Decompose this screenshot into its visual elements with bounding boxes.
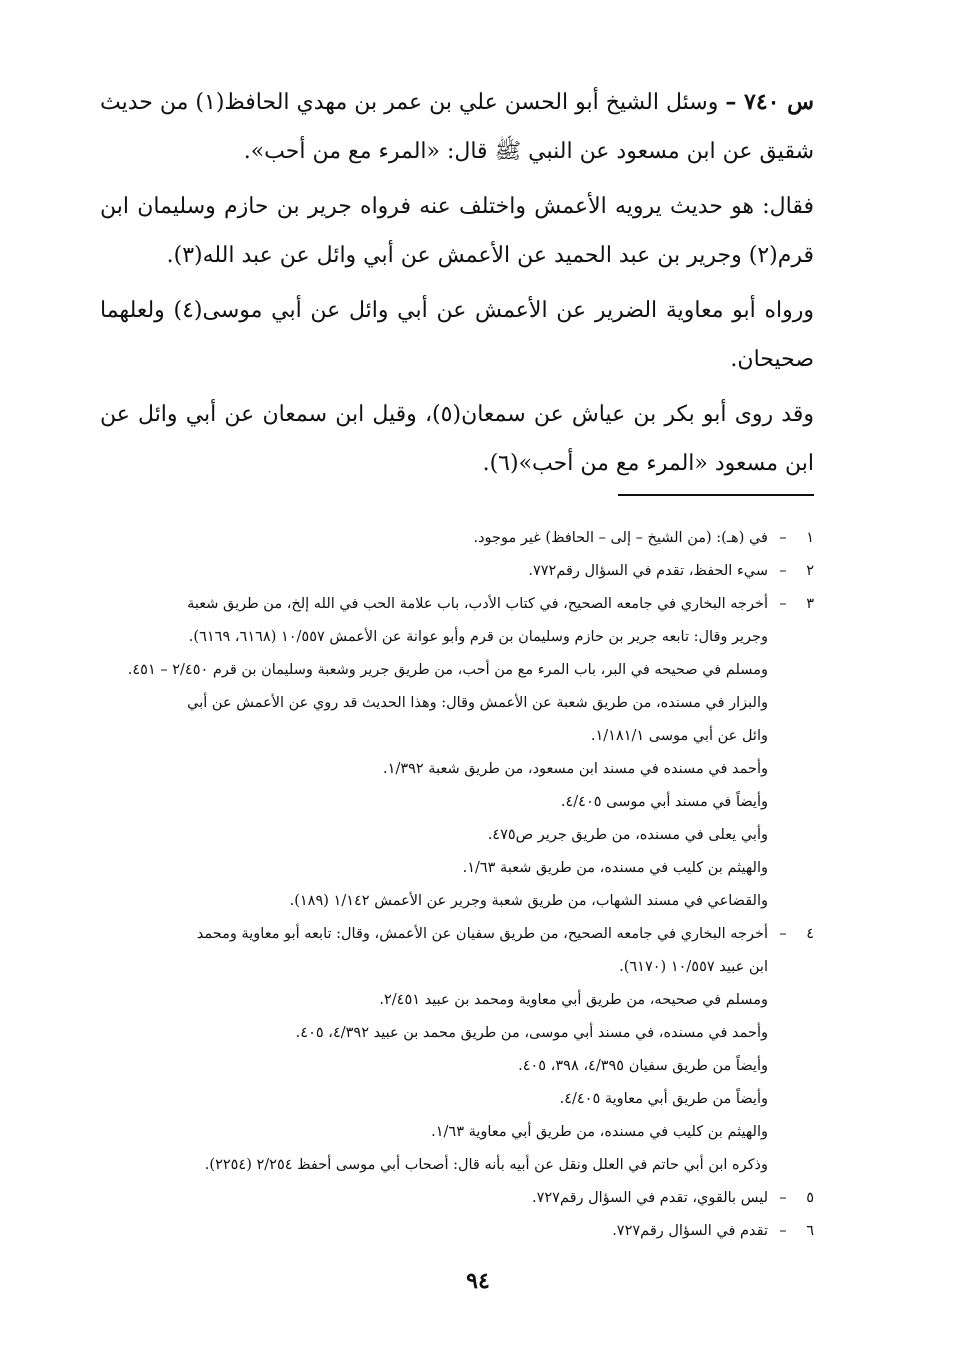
footnote-line: ومسلم في صحيحه في البر، باب المرء مع من أحب، من طريق جرير وشعبة وسليمان بن قرم ٢/٤٥٠ – ٤٥١. <box>127 662 768 678</box>
footnote-number: ٦ <box>806 1223 814 1239</box>
paragraph-question <box>100 78 814 176</box>
footnote-line: والبزار في مسنده، من طريق شعبة عن الأعمش وقال: وهذا الحديث قد روي عن الأعمش عن أبي <box>187 695 768 711</box>
footnote-text <box>104 918 768 1182</box>
footnote-line: وجرير وقال: تابعه جرير بن حازم وسليمان بن قرم وأبو عوانة عن الأعمش ١٠/٥٥٧ (٦١٦٨، ٦١٦٩). <box>188 629 768 645</box>
footnote-line: في (هـ): (من الشيخ – إلى – الحافظ) غير موجود. <box>473 530 768 546</box>
page-number: ٩٤ <box>466 1268 490 1294</box>
footnote-dash: – <box>779 563 787 579</box>
footnote-number: ٢ <box>806 563 814 579</box>
footnote-line: والهيثم بن كليب في مسنده، من طريق شعبة ١/٦٣. <box>462 860 768 876</box>
footnote-text <box>104 522 768 555</box>
paragraph-abu-muawiya: ورواه أبو معاوية الضرير عن الأعمش عن أبي وائل عن أبي موسى(٤) ولعلهما صحيحان. <box>100 298 814 372</box>
footnote-number: ٥ <box>806 1190 814 1206</box>
footnote-number: ٣ <box>806 596 814 612</box>
footnote <box>104 1182 814 1215</box>
footnote <box>104 555 814 588</box>
footnote-line: وأيضاً في مسند أبي موسى ٤/٤٠٥. <box>560 794 768 810</box>
footnote-line: ابن عبيد ١٠/٥٥٧ (٦١٧٠). <box>619 959 768 975</box>
footnote-line: وائل عن أبي موسى ١/١٨١/١. <box>590 728 768 744</box>
paragraph-answer: فقال: هو حديث يرويه الأعمش واختلف عنه فرواه جرير بن حازم وسليمان ابن قرم(٢) وجرير بن عبد الحميد عن الأعمش عن أبي وائل عن عبد الله(٣). <box>100 194 814 268</box>
footnote-divider <box>618 494 814 496</box>
footnote <box>104 1215 814 1248</box>
footnote <box>104 522 814 555</box>
footnote-line: وذكره ابن أبي حاتم في العلل ونقل عن أبيه بأنه قال: أصحاب أبي موسى أحفظ ٢/٢٥٤ (٢٢٥٤). <box>204 1157 768 1173</box>
footnote-line: ليس بالقوي، تقدم في السؤال رقم٧٢٧. <box>531 1190 768 1206</box>
footnote-dash: – <box>779 1223 787 1239</box>
footnote-text <box>104 555 768 588</box>
footnote-dash: – <box>779 596 787 612</box>
footnote-line: أخرجه البخاري في جامعه الصحيح، في كتاب الأدب، باب علامة الحب في الله إلخ، من طريق شعبة <box>187 596 768 612</box>
footnote-dash: – <box>779 1190 787 1206</box>
footnote-dash: – <box>779 530 787 546</box>
footnote-line: وأحمد في مسنده، في مسند أبي موسى، من طريق محمد بن عبيد ٤/٣٩٢، ٤٠٥. <box>295 1025 768 1041</box>
footnote-number: ٤ <box>806 926 814 942</box>
question-number: س ٧٤٠ – <box>725 89 815 115</box>
main-text <box>100 78 814 494</box>
footnote-number: ١ <box>806 530 814 546</box>
footnote-text <box>104 588 768 918</box>
footnote <box>104 918 814 1182</box>
footnote <box>104 588 814 918</box>
footnote-line: سيء الحفظ، تقدم في السؤال رقم٧٧٢. <box>528 563 768 579</box>
footnote-line: ومسلم في صحيحه، من طريق أبي معاوية ومحمد بن عبيد ٢/٤٥١. <box>379 992 768 1008</box>
footnote-line: وأيضاً من طريق أبي معاوية ٤/٤٠٥. <box>559 1091 768 1107</box>
footnote-line: والقضاعي في مسند الشهاب، من طريق شعبة وجرير عن الأعمش ١/١٤٢ (١٨٩). <box>289 893 768 909</box>
footnote-line: والهيثم بن كليب في مسنده، من طريق أبي معاوية ١/٦٣. <box>431 1124 768 1140</box>
paragraph-ibn-sam-an: وقد روى أبو بكر بن عياش عن سمعان(٥)، وقيل ابن سمعان عن أبي وائل عن ابن مسعود «المرء مع من أحب»(٦). <box>100 402 814 476</box>
paragraph-text: وسئل الشيخ أبو الحسن علي بن عمر بن مهدي الحافظ(١) من حديث شقيق عن ابن مسعود عن النبي ﷺ قال: «المرء مع من أحب». <box>100 90 814 164</box>
footnote-text <box>104 1182 768 1215</box>
footnote-line: وأيضاً من طريق سفيان ٤/٣٩٥، ٣٩٨، ٤٠٥. <box>518 1058 768 1074</box>
footnote-line: وأبي يعلى في مسنده، من طريق جرير ص٤٧٥. <box>487 827 768 843</box>
footnote-dash: – <box>779 926 787 942</box>
footnote-line: تقدم في السؤال رقم٧٢٧. <box>612 1223 768 1239</box>
footnote-text <box>104 1215 768 1248</box>
footnote-line: أخرجه البخاري في جامعه الصحيح، من طريق سفيان عن الأعمش، وقال: تابعه أبو معاوية ومحمد <box>196 926 768 942</box>
footnote-line: وأحمد في مسنده في مسند ابن مسعود، من طريق شعبة ١/٣٩٢. <box>383 761 768 777</box>
footnotes <box>104 522 814 1248</box>
